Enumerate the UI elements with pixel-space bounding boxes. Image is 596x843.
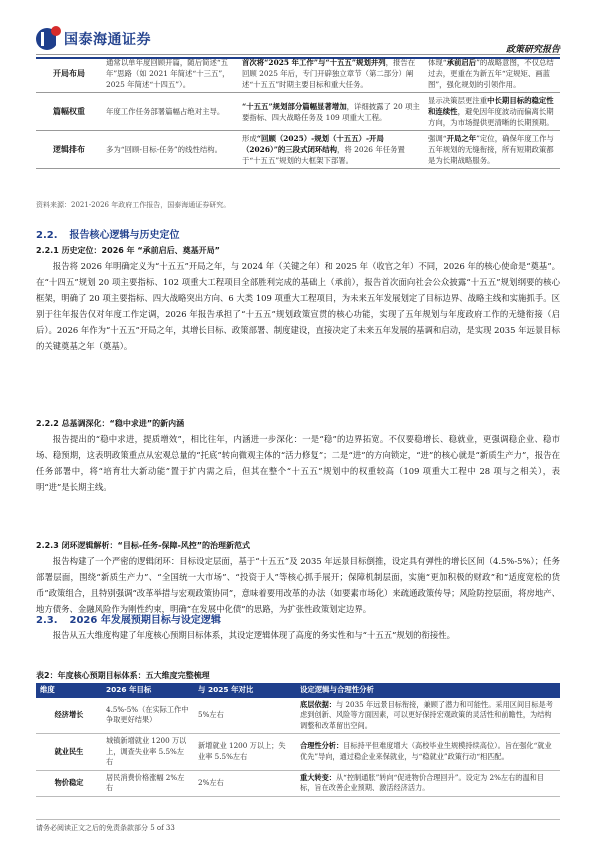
- section-heading: [36, 611, 221, 626]
- table-cell: 强调“开局之年”定位，确保年度工作与五年规划的无缝衔接，所有短期政策都是为长期战略服务。: [424, 131, 560, 169]
- table-cell: 年度工作任务部署篇幅占绝对主导。: [102, 93, 238, 131]
- body-paragraph: 报告从五大维度构建了年度核心预期目标体系，其设定逻辑体现了高度的务实性和与“十五五”规划的衔接性。: [52, 630, 455, 640]
- report-type-label: 政策研究报告: [505, 45, 560, 55]
- table-cell: 显示决策层更注重中长期目标的稳定性和连续性，避免因年度波动而偏离长期方向，为市场提供更清晰的长期预期。: [424, 93, 560, 131]
- table-cell: 形成“回顾（2025）-规划（十五五）-开局（2026）”的三段式闭环结构，将 2026 年任务置于“十五五”规划的大框架下部署。: [238, 131, 424, 169]
- table-row: [36, 55, 560, 93]
- dimension-cell: 经济增长: [36, 698, 102, 734]
- table-cell: 首次将“2025 年工作”与“十五五”规划并列，报告在回顾 2025 年后，专门开辟独立章节（第二部分）阐述“十五五”时期主要目标和重大任务。: [238, 55, 424, 93]
- targets-table: [36, 683, 560, 797]
- subsection-heading: 2.2.2 总基调深化：“稳中求进”的新内涵: [36, 419, 185, 428]
- table-cell: 多为“回顾-目标-任务”的线性结构。: [102, 131, 238, 169]
- compare-cell: 新增就业 1200 万以上；失业率 5.5%左右: [194, 734, 296, 771]
- column-header: 与 2025 年对比: [194, 683, 296, 698]
- table-row: [36, 698, 560, 734]
- compare-cell: 5%左右: [194, 698, 296, 734]
- section-title: 报告核心逻辑与历史定位: [69, 230, 180, 241]
- table-row: [36, 131, 560, 169]
- column-header: 2026 年目标: [102, 683, 194, 698]
- table-header-row: [36, 683, 560, 698]
- table-cell: 体现“承前启后”的战略意图，不仅总结过去，更重在为新五年“定规矩、画蓝图”，强化规划的引领作用。: [424, 55, 560, 93]
- page-footer: 请务必阅读正文之后的免责条款部分 5 of 33: [36, 824, 175, 832]
- subsection-heading: 2.2.1 历史定位：2026 年 “承前启后、奠基开局”: [36, 246, 220, 255]
- table-row: [36, 93, 560, 131]
- section-number: 2.2.: [36, 230, 58, 241]
- company-logo: [36, 28, 151, 50]
- logic-cell: 合理性分析：目标持平但难度增大（高校毕业生规模持续高位）。旨在强化“就业优先”导向，通过稳企业来保就业，与“稳就业”政策行动“相匹配。: [296, 734, 560, 771]
- body-paragraph: 报告构建了一个严密的逻辑闭环：目标设定层面，基于“十五五”及 2035 年远景目标倒推，设定具有弹性的增长区间（4.5%-5%）；任务部署层面，围绕“新质生产力”、“全国统一大市场”、“投资于人”等核心抓手展开；保障机制层面，实施“更加积极的财政”和“适度宽松的货币”政策组合，且特别强调“改革举措与宏观政策协同”，意味着要用改革的办法（如要素市场化）来疏通政策传导；风险防控层面，将房地产、地方债务、金融风险作为刚性约束，明确“在发展中化债”的思路，为扩张性政策划定边界。: [36, 556, 560, 614]
- section-number: 2.3.: [36, 615, 58, 626]
- table-caption: 表2：年度核心预期目标体系：五大维度完整梳理: [36, 671, 210, 680]
- row-label: 篇幅权重: [36, 93, 102, 131]
- table-cell: “十五五”规划部分篇幅显著增加，详细披露了 20 项主要指标、四大战略任务及 109 项重大工程。: [238, 93, 424, 131]
- body-paragraph: 报告将 2026 年明确定义为“十五五”开局之年，与 2024 年（关键之年）和 2025 年（收官之年）不同，2026 年的核心使命是“奠基”。在“十四五”规划 20 项主要指标、102 项重大工程项目全部胜利完成的基础上（承前），报告首次面向社会公众披露“十五五”规划纲要的核心框架，明确了 20 项主要指标、四大战略突出方向、6 大类 109 项重大工程项目，为未来五年发展划定了目标边界、战略主线和实施抓手。区别于往年报告仅对年度工作定调，2026 年报告承担了“十五五”规划政策宣贯的核心功能，实现了五年规划与年度政府工作的无缝衔接（启后）。2026 年作为“十五五”开局之年，其增长目标、政策部署、制度建设，直接决定了未来五年发展的基调和启动，是实现 2035 年远景目标的关键奠基之年（奠基）。: [36, 261, 560, 351]
- target-cell: 城镇新增就业 1200 万以上，调查失业率 5.5%左右: [102, 734, 194, 771]
- body-paragraph: 报告提出的“稳中求进，提质增效”，相比往年，内涵进一步深化：一是“稳”的边界拓宽。不仅要稳增长、稳就业，更强调稳企业、稳市场、稳预期，这表明政策重点从宏观总量的“托底”转向微观主体的“活力修复”；二是“进”的方向锁定，“进”的核心就是“新质生产力”，报告在任务部署中，将“培育壮大新动能”置于扩内需之后，但其在整个“十五五”规划中的权重较高（109 项重大工程中 28 项与之相关），表明“进”是长期主线。: [36, 434, 560, 492]
- logic-cell: 重大转变：从“控制通胀”转向“促进物价合理回升”。设定为 2%左右的温和目标，旨在改善企业预期、激活经济活力。: [296, 770, 560, 796]
- dimension-cell: 就业民生: [36, 734, 102, 771]
- column-header: 设定逻辑与合理性分析: [296, 683, 560, 698]
- table-row: [36, 770, 560, 796]
- section-title: 2026 年发展预期目标与设定逻辑: [69, 615, 221, 626]
- logo-text: 国泰海通证券: [64, 32, 151, 48]
- section-heading: [36, 226, 180, 241]
- comparison-table: [36, 54, 560, 169]
- table-source-note: 资料来源：2021-2026 年政府工作报告，国泰海通证券研究。: [36, 201, 231, 209]
- dimension-cell: 物价稳定: [36, 770, 102, 796]
- table-cell: 通常以单年度回顾开篇，随后简述“五年”思路（如 2021 年简述“十三五”， 2025 年简述“十四五”）。: [102, 55, 238, 93]
- compare-cell: 2%左右: [194, 770, 296, 796]
- logo-icon: [36, 28, 58, 50]
- column-header: 维度: [36, 683, 102, 698]
- row-label: 开局布局: [36, 55, 102, 93]
- target-cell: 居民消费价格涨幅 2%左右: [102, 770, 194, 796]
- subsection-heading: 2.2.3 闭环逻辑解析：“目标-任务-保障-风控”的治理新范式: [36, 541, 251, 550]
- footer-divider: [36, 819, 560, 820]
- target-cell: 4.5%-5%（在实际工作中争取更好结果）: [102, 698, 194, 734]
- table-row: [36, 734, 560, 771]
- row-label: 逻辑排布: [36, 131, 102, 169]
- logic-cell: 底层依据：与 2035 年远景目标衔接，兼顾了潜力和可能性。采用区间目标是考虑到创新、风险等方面因素，可以更好保持宏观政策的灵活性和前瞻性，为结构调整和改革留出空间。: [296, 698, 560, 734]
